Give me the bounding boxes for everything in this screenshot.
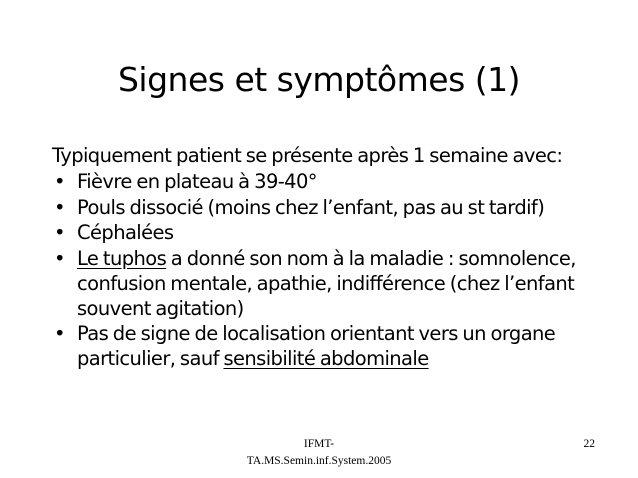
underlined-term: sensibilité abdominale — [223, 347, 429, 370]
bullet-dot-icon: • — [54, 221, 65, 244]
slide-body — [52, 143, 612, 372]
bullet-text: Pas de signe de localisation orientant vers un organe particulier, sauf — [77, 322, 556, 370]
bullet-item-fievre — [52, 169, 612, 194]
bullet-text: Pouls dissocié (moins chez l’enfant, pas au st tardif) — [77, 195, 545, 219]
bullet-text: Fièvre en plateau à 39-40° — [77, 170, 317, 193]
bullet-item-tuphos — [52, 246, 612, 321]
bullet-dot-icon: • — [54, 246, 65, 270]
page-number: 22 — [583, 438, 595, 450]
bullet-text: Céphalées — [77, 221, 174, 244]
intro-text: Typiquement patient se présente après 1 semaine avec: — [52, 144, 563, 167]
bullet-dot-icon: • — [54, 170, 65, 193]
footer-line-1: IFMT- — [303, 438, 335, 450]
bullet-item-cephalees — [52, 220, 612, 245]
bullet-list — [52, 169, 612, 371]
underlined-term: Le tuphos — [77, 246, 167, 270]
bullet-item-localisation — [52, 321, 612, 371]
bullet-item-pouls — [52, 195, 612, 220]
footer-line-2: TA.MS.Semin.inf.System.2005 — [246, 455, 392, 467]
bullet-dot-icon: • — [54, 195, 65, 219]
bullet-text: a donné son nom à la maladie : somnolence, confusion mentale, apathie, indifférence (chez l’enfant souvent agitation) — [77, 246, 576, 320]
bullet-dot-icon: • — [54, 322, 65, 345]
slide-title: Signes et symptômes (1) — [117, 60, 520, 99]
footer-source — [219, 436, 419, 470]
